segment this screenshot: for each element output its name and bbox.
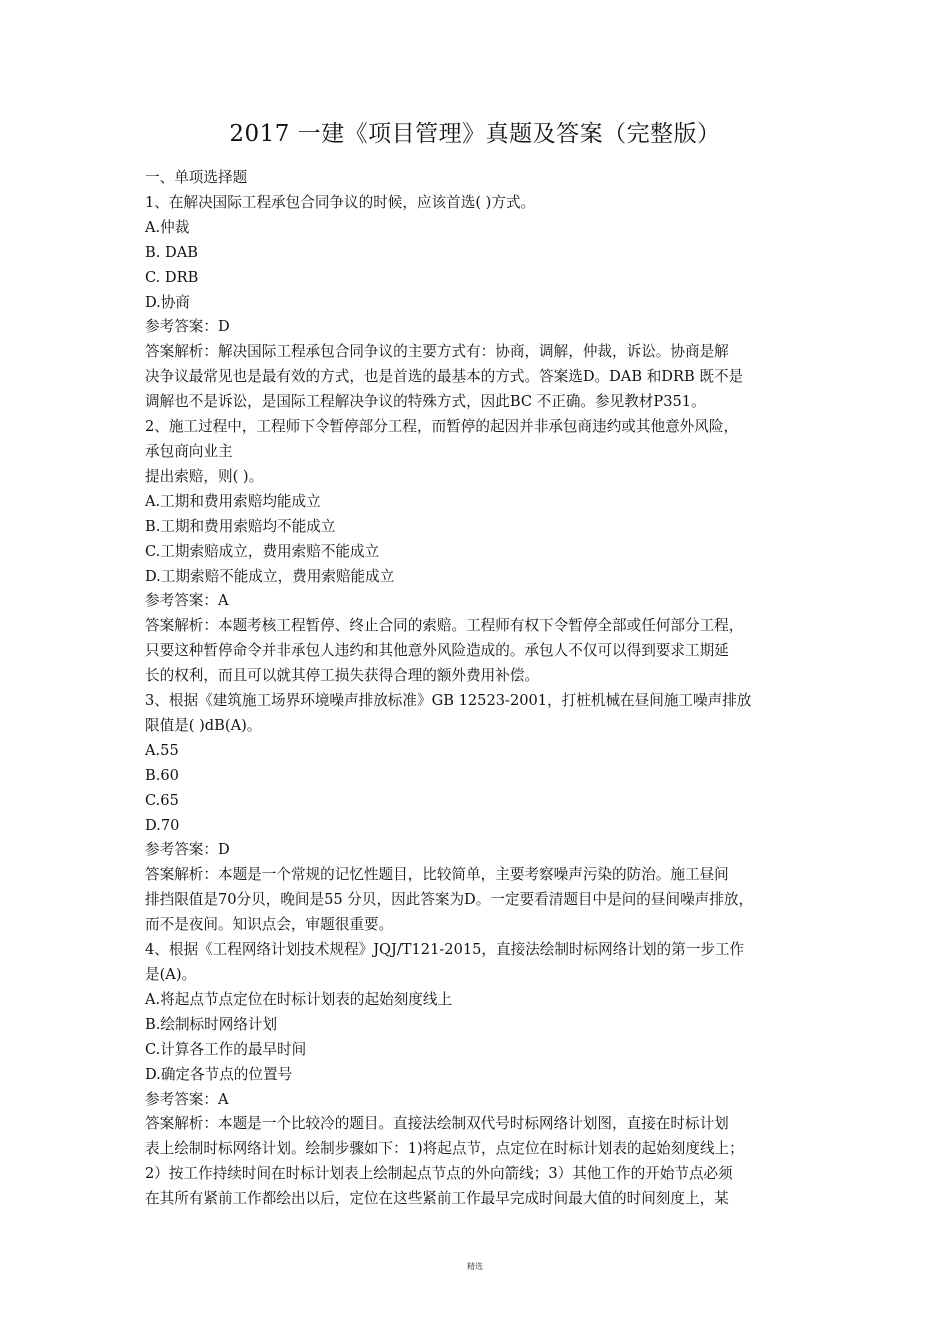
text-line: D.确定各节点的位置号 <box>145 1065 293 1083</box>
text-line: B. DAB <box>145 243 198 261</box>
text-line: C.工期索赔成立，费用索赔不能成立 <box>145 542 380 560</box>
text-line: 参考答案：A <box>145 592 229 610</box>
page-title: 2017 一建《项目管理》真题及答案（完整版） <box>229 121 721 147</box>
text-line: 调解也不是诉讼，是国际工程解决争议的特殊方式，因此BC 不正确。参见教材P351。 <box>145 393 706 411</box>
document-body <box>145 166 810 1212</box>
text-line: C.65 <box>145 791 179 809</box>
text-line: 决争议最常见也是最有效的方式，也是首选的最基本的方式。答案选D。DAB 和DRB 既不是 <box>145 368 744 386</box>
text-line: B.绘制标时网络计划 <box>145 1015 278 1033</box>
text-line: 参考答案：D <box>145 841 230 859</box>
text-line: 答案解析：解决国际工程承包合同争议的主要方式有：协商，调解，仲裁，诉讼。协商是解 <box>145 343 729 361</box>
text-line: A.将起点节点定位在时标计划表的起始刻度线上 <box>145 990 453 1008</box>
text-line: C.计算各工作的最早时间 <box>145 1040 307 1058</box>
text-line: 3、根据《建筑施工场界环境噪声排放标准》GB 12523-2001，打桩机械在昼间施工噪声排放 <box>145 692 752 710</box>
page-footer: 精选 <box>467 1262 483 1271</box>
text-line: B.工期和费用索赔均不能成立 <box>145 517 336 535</box>
text-line: 答案解析：本题是一个比较冷的题目。直接法绘制双代号时标网络计划图，直接在时标计划 <box>145 1115 729 1133</box>
text-line: 答案解析：本题是一个常规的记忆性题目，比较简单，主要考察噪声污染的防治。施工昼间 <box>145 866 729 884</box>
text-line: 2、施工过程中，工程师下令暂停部分工程，而暂停的起因并非承包商违约或其他意外风险， <box>145 418 739 436</box>
text-line: 2）按工作持续时间在时标计划表上绘制起点节点的外向箭线；3）其他工作的开始节点必须 <box>145 1165 733 1183</box>
text-line: A.55 <box>145 741 179 759</box>
text-line: 排挡限值是70分贝，晚间是55 分贝，因此答案为D。一定要看清题目中是问的昼间噪声排放， <box>145 891 754 909</box>
text-line: 而不是夜间。知识点会，审题很重要。 <box>145 916 394 934</box>
text-line: D.协商 <box>145 293 191 311</box>
text-line: 长的权利，而且可以就其停工损失获得合理的额外费用补偿。 <box>145 667 540 685</box>
text-line: 参考答案：D <box>145 318 230 336</box>
text-line: 表上绘制时标网络计划。绘制步骤如下：1)将起点节，点定位在时标计划表的起始刻度线上； <box>145 1140 744 1158</box>
text-line: 4、根据《工程网络计划技术规程》JQJ/T121-2015，直接法绘制时标网络计划的第一步工作 <box>145 941 745 959</box>
text-line: 参考答案：A <box>145 1090 229 1108</box>
text-line: 在其所有紧前工作都绘出以后，定位在这些紧前工作最早完成时间最大值的时间刻度上，某 <box>145 1190 729 1208</box>
text-line: 只要这种暂停命令并非承包人违约和其他意外风险造成的。承包人不仅可以得到要求工期延 <box>145 642 729 660</box>
text-line: 一、单项选择题 <box>145 169 248 186</box>
text-line: B.60 <box>145 766 179 784</box>
text-line: A.工期和费用索赔均能成立 <box>145 492 321 510</box>
text-line: A.仲裁 <box>145 218 190 236</box>
text-line: C. DRB <box>145 268 199 286</box>
text-line: 是(A)。 <box>145 966 197 983</box>
text-line: 1、在解决国际工程承包合同争议的时候，应该首选( )方式。 <box>145 193 536 211</box>
text-line: 答案解析：本题考核工程暂停、终止合同的索赔。工程师有权下令暂停全部或任何部分工程， <box>145 617 744 635</box>
text-line: D.工期索赔不能成立，费用索赔能成立 <box>145 567 395 585</box>
text-line: 承包商向业主 <box>145 442 233 460</box>
text-line: 提出索赔，则( )。 <box>145 467 264 485</box>
text-line: 限值是( )dB(A)。 <box>145 716 262 734</box>
text-line: D.70 <box>145 816 180 834</box>
